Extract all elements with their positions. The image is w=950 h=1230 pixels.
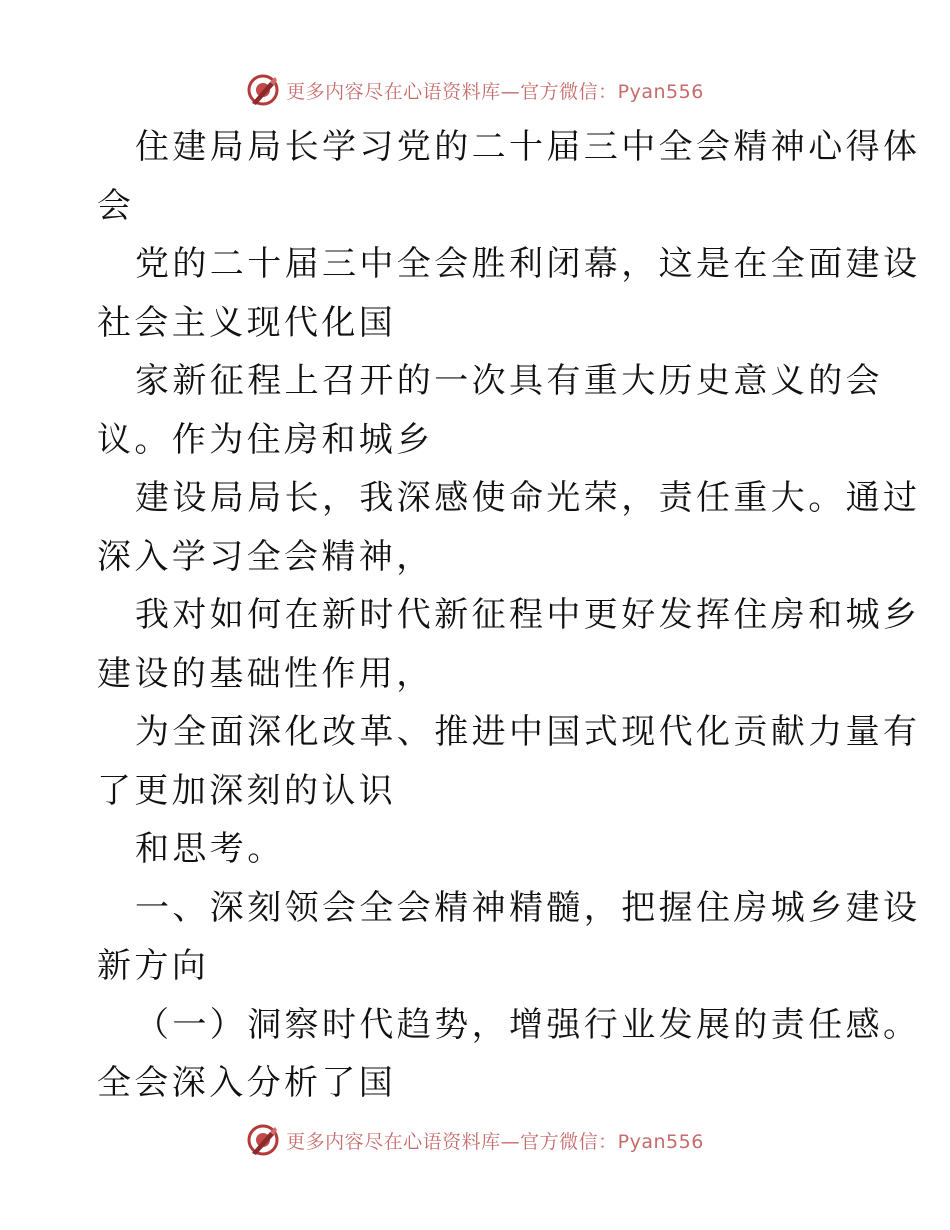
pen-logo-icon (246, 1123, 280, 1157)
paragraph-line: 我对如何在新时代新征程中更好发挥住房和城乡 (135, 595, 921, 635)
paragraph-line: 和思考。 (135, 829, 285, 869)
section-heading: 一、深刻领会全会精神精髓，把握住房城乡建设 (135, 887, 921, 928)
paragraph-line: 党的二十届三中全会胜利闭幕，这是在全面建设 (135, 244, 921, 284)
section-heading-continued: 新方向 (97, 946, 210, 986)
paragraph-line: 建设局局长，我深感使命光荣，责任重大。通过 (135, 478, 921, 518)
document-body (97, 118, 921, 1113)
watermark-text: 更多内容尽在心语资料库—官方微信：Pyan556 (286, 1130, 704, 1153)
paragraph-line: 议。作为住房和城乡 (97, 419, 434, 460)
watermark-text: 更多内容尽在心语资料库—官方微信：Pyan556 (286, 80, 704, 103)
paragraph-line: 建设的基础性作用， (97, 653, 434, 694)
paragraph-line: 社会主义现代化国 (97, 302, 397, 343)
footer-watermark (0, 1122, 950, 1158)
paragraph-line: 全会深入分析了国 (97, 1063, 397, 1103)
subsection-heading: （一）洞察时代趋势，增强行业发展的责任感。 (135, 1004, 921, 1045)
document-title-continued: 会 (97, 185, 135, 226)
paragraph-line: 为全面深化改革、推进中国式现代化贡献力量有 (135, 712, 921, 752)
paragraph-line: 家新征程上召开的一次具有重大历史意义的会 (135, 361, 883, 401)
document-title: 住建局局长学习党的二十届三中全会精神心得体 (135, 127, 921, 167)
pen-logo-icon (246, 73, 280, 107)
paragraph-line: 深入学习全会精神， (97, 536, 434, 577)
paragraph-line: 了更加深刻的认识 (97, 770, 397, 811)
header-watermark (0, 72, 950, 108)
